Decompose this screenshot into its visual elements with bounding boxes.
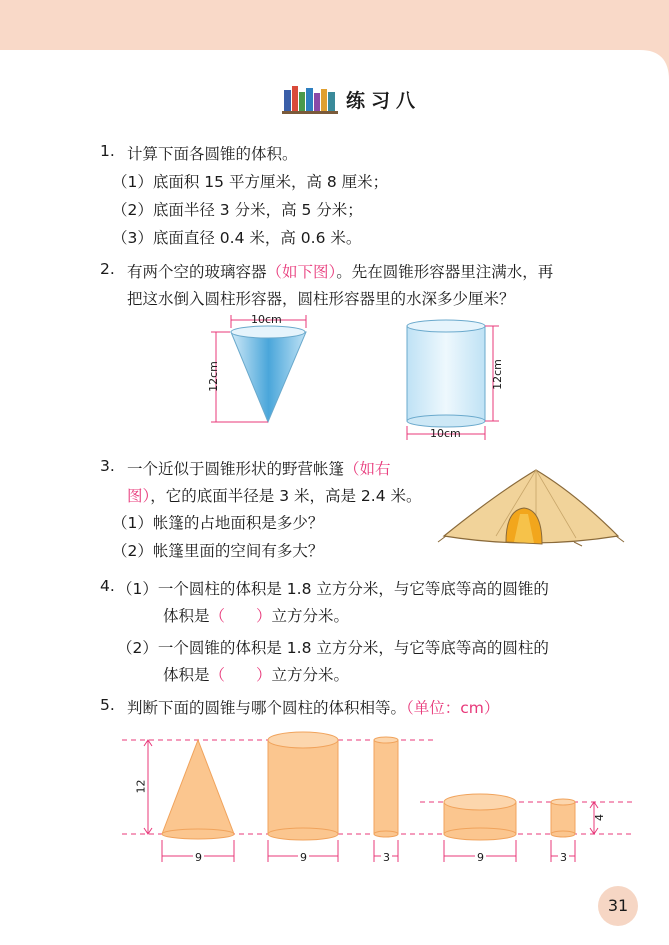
q1-item-2: （2）底面半径 3 分米，高 5 分米； xyxy=(112,201,363,219)
q1-text: 计算下面各圆锥的体积。 xyxy=(127,145,298,163)
q2-line1-c: 。先在圆锥形容器里注满水，再 xyxy=(336,263,554,281)
cylinder-diameter-label: 10cm xyxy=(430,427,461,440)
q1-item-1: （1）底面积 15 平方厘米，高 8 厘米； xyxy=(112,173,389,191)
q3-line2 xyxy=(127,484,422,506)
q5-cone-height-label: 12 xyxy=(134,779,148,794)
q4-item-1-line1: （1）一个圆柱的体积是 1.8 立方分米，与它等底等高的圆锥的 xyxy=(117,580,549,598)
q3-item-1: （1）帐篷的占地面积是多少？ xyxy=(112,514,324,532)
q5-number: 5. xyxy=(100,696,115,714)
page-title: 练习八 xyxy=(346,90,422,112)
q4-item-2-blank[interactable]: （ ） xyxy=(209,666,272,684)
header-band xyxy=(0,0,669,80)
q4-item-2-text-a: 体积是 xyxy=(163,666,210,684)
q4-item-2-line2 xyxy=(163,663,349,685)
q2-figure-ref: （如下图） xyxy=(266,263,337,281)
q3-item-2: （2）帐篷里面的空间有多大？ xyxy=(112,542,324,560)
glass-cylinder-figure xyxy=(404,318,504,443)
q5-cone-base-label: 9 xyxy=(195,851,202,864)
q3-figure-ref-a: （如右 xyxy=(344,460,391,478)
q5-cyl1-base-label: 9 xyxy=(300,851,307,864)
q5-cyl3-base-label: 9 xyxy=(477,851,484,864)
q5-cylinder-3 xyxy=(444,794,516,840)
q2-line2: 把这水倒入圆柱形容器，圆柱形容器里的水深多少厘米？ xyxy=(127,290,515,308)
q5-short-height-label: 4 xyxy=(593,814,606,821)
q4-item-2-line1: （2）一个圆锥的体积是 1.8 立方分米，与它等底等高的圆柱的 xyxy=(117,639,549,657)
q5-cylinder-1 xyxy=(268,732,338,840)
cone-diameter-label: 10cm xyxy=(251,313,282,326)
q5-cyl2-base-label: 3 xyxy=(383,851,390,864)
q4-item-1-blank[interactable]: （ ） xyxy=(209,607,272,625)
q4-item-1-line2 xyxy=(163,604,349,626)
q3-line1-a: 一个近似于圆锥形状的野营帐篷 xyxy=(127,460,345,478)
q3-line2-b: ，它的底面半径是 3 米，高是 2.4 米。 xyxy=(150,487,422,505)
q2-line1 xyxy=(127,260,553,282)
q5-line xyxy=(127,696,499,718)
cone-height-label: 12cm xyxy=(206,361,220,392)
q5-cone xyxy=(162,740,234,839)
q3-line1 xyxy=(127,457,391,479)
q2-line1-a: 有两个空的玻璃容器 xyxy=(127,263,267,281)
q4-item-2-text-b: 立方分米。 xyxy=(271,666,350,684)
q2-number: 2. xyxy=(100,260,115,278)
cylinder-height-label: 12cm xyxy=(490,359,504,390)
tent-illustration xyxy=(436,464,626,549)
q1-number: 1. xyxy=(100,142,115,160)
q3-number: 3. xyxy=(100,457,115,475)
q4-item-1-text-b: 立方分米。 xyxy=(271,607,350,625)
q5-cylinder-2 xyxy=(374,737,398,837)
q4-item-1-text-a: 体积是 xyxy=(163,607,210,625)
exercise-title xyxy=(282,84,462,116)
books-icon xyxy=(282,84,342,114)
q5-cyl4-base-label: 3 xyxy=(560,851,567,864)
q4-number: 4. xyxy=(100,577,115,595)
q5-text: 判断下面的圆锥与哪个圆柱的体积相等。 xyxy=(127,699,407,717)
q5-cylinder-4 xyxy=(551,799,575,837)
q5-shapes-figure xyxy=(122,730,642,870)
q5-unit: （单位：cm） xyxy=(406,699,500,717)
page-number: 31 xyxy=(598,886,638,926)
glass-cone-figure xyxy=(210,312,320,432)
q3-figure-ref-b: 图） xyxy=(127,487,151,505)
q1-item-3: （3）底面直径 0.4 米，高 0.6 米。 xyxy=(112,229,362,247)
